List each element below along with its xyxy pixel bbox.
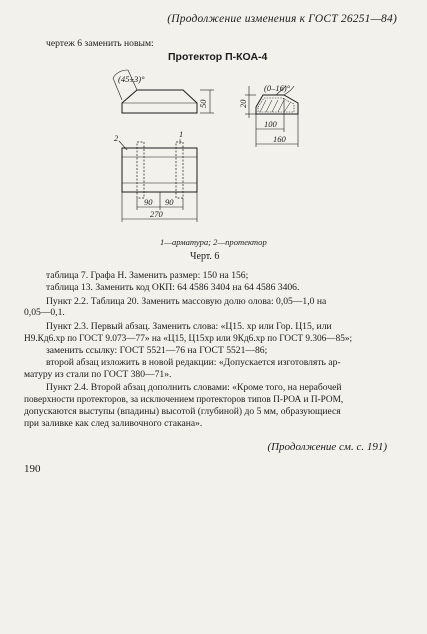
text-line: Пункт 2.3. Первый абзац. Заменить слова: «Ц15. хр или Гор. Ц15, или [46, 321, 332, 332]
text-line: Пункт 2.4. Второй абзац дополнить словами: «Кроме того, на нерабочей [46, 382, 342, 393]
height-label-left: 50 [198, 99, 208, 108]
drawing-title: Протектор П-КОА-4 [168, 51, 268, 63]
text-line: допускаются выступы (впадины) высотой (глубиной) до 5 мм, образующиеся [24, 406, 341, 417]
page-number: 190 [24, 463, 41, 475]
text-line: 0,05—0,1. [24, 307, 65, 318]
text-line: заменить ссылку: ГОСТ 5521—76 на ГОСТ 5521—86; [46, 345, 268, 356]
technical-drawing [0, 0, 427, 250]
height-label-right: 20 [238, 99, 248, 108]
dim-90-b: 90 [165, 197, 174, 207]
text-line: поверхности протекторов, за исключением протекторов типов П-РОА и П-РОМ, [24, 395, 344, 405]
running-header: (Продолжение изменения к ГОСТ 26251—84) [167, 13, 397, 25]
dim-270: 270 [150, 209, 163, 219]
figure-label: Черт. 6 [190, 251, 220, 262]
intro-line: чертеж 6 заменить новым: [46, 38, 154, 49]
continuation-note: (Продолжение см. с. 191) [267, 441, 387, 453]
dim-100: 100 [264, 119, 277, 129]
dim-160: 160 [273, 134, 286, 144]
angle-label-left: (45±3)° [118, 74, 145, 84]
angle-label-right: (0–16)° [264, 83, 291, 93]
text-line: таблица 7. Графа Н. Заменить размер: 150 на 156; [46, 270, 249, 281]
text-line: Н9.Кд6.хр по ГОСТ 9.073—77» на «Ц15, Ц15хр или 9Кд6.хр по ГОСТ 9.306—85»; [24, 334, 353, 344]
callout-label-1: 1 [179, 129, 184, 139]
section-view-right [245, 86, 298, 147]
text-line: при заливке как след заливочного стакана». [24, 418, 203, 429]
text-line: второй абзац изложить в новой редакции: «Допускается изготовлять ар- [46, 357, 341, 368]
text-line: таблица 13. Заменить код ОКП: 64 4586 3404 на 64 4586 3406. [46, 282, 300, 293]
dim-90-a: 90 [144, 197, 153, 207]
text-line: матуру из стали по ГОСТ 380—71». [24, 369, 172, 380]
figure-caption: 1—арматура; 2—протектор [160, 237, 267, 247]
text-line: Пункт 2.2. Таблица 20. Заменить массовую долю олова: 0,05—1,0 на [46, 296, 327, 307]
callout-label-2: 2 [114, 133, 119, 143]
